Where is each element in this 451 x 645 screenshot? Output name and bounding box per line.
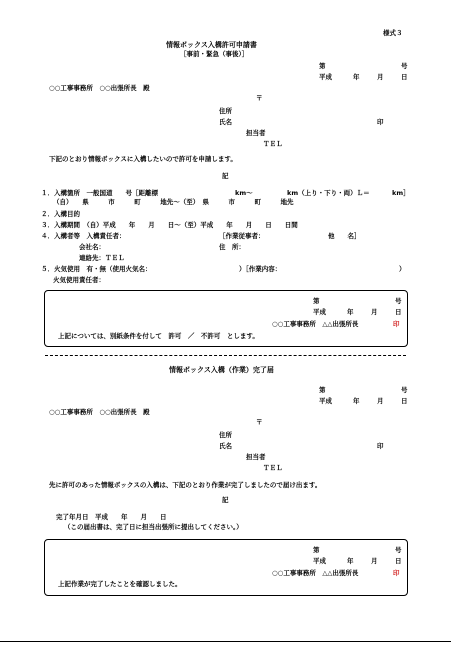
- completion-date-line: 完了年月日 平成 年 月 日: [56, 513, 167, 521]
- completion-title: 情報ボックス入構（作業）完了届: [169, 366, 274, 374]
- item-5-c: ）: [399, 265, 406, 273]
- completion-date-month: 月: [377, 397, 384, 405]
- completion-postal-mark: 〒: [256, 418, 263, 426]
- item-5-b: ）［作業内容：: [239, 265, 282, 273]
- item-4-company: 会社名：: [79, 243, 105, 251]
- seal-mark: 印: [377, 118, 384, 126]
- completion-name-label: 氏名: [219, 442, 232, 450]
- confirm-office: ○○工事事務所 △△出張所長: [272, 569, 359, 577]
- address-label: 住所: [219, 107, 232, 115]
- doc-number-suffix: 号: [401, 62, 408, 70]
- completion-tel-label: ＴＥＬ: [263, 464, 283, 472]
- approval-seal: 印: [393, 320, 400, 328]
- confirm-seal: 印: [393, 569, 400, 577]
- item-1-d: km］: [392, 189, 410, 197]
- completion-number-label: 第: [319, 386, 326, 394]
- date-era: 平成: [319, 73, 332, 81]
- item-5-a: ５．火気使用 有・無（使用火気名：: [41, 265, 152, 273]
- item-1-location: （自） 県 市 町 地先～（至） 県 市 町 地先: [53, 198, 294, 206]
- item-2: ２．入構目的: [41, 210, 80, 218]
- tel-label: ＴＥＬ: [263, 140, 283, 148]
- approval-date-year: 年: [347, 308, 354, 316]
- doc-number-label: 第: [319, 62, 326, 70]
- postal-mark: 〒: [256, 94, 263, 102]
- confirm-date-day: 日: [395, 557, 402, 565]
- completion-person-label: 担当者: [246, 453, 266, 461]
- completion-address-label: 住所: [219, 431, 232, 439]
- application-subtitle: ［事前・緊急（事後）］: [180, 50, 249, 58]
- completion-number-suffix: 号: [401, 386, 408, 394]
- name-label: 氏名: [219, 118, 232, 126]
- approval-number-suffix: 号: [395, 297, 402, 305]
- item-5-fire-manager: 火気使用責任者：: [53, 276, 105, 284]
- item-4-a: ４．入構者等 入構責任者：: [41, 232, 126, 240]
- person-label: 担当者: [246, 129, 266, 137]
- completion-addressee: ○○工事事務所 ○○出張所長 殿: [49, 408, 150, 416]
- completion-ki-heading: 記: [222, 496, 229, 504]
- page-bottom-rule: [0, 641, 451, 642]
- date-year: 年: [353, 73, 360, 81]
- approval-date-day: 日: [395, 308, 402, 316]
- completion-statement: 先に許可のあった情報ボックスの入構は、下記のとおり作業が完了しましたので届け出ます。: [49, 481, 322, 489]
- item-3: ３．入構期間 （自）平成 年 月 日～（至）平成 年 月 日 日間: [41, 221, 298, 229]
- approval-date-era: 平成: [313, 308, 326, 316]
- item-1-c: km（上り・下り・両）Ｌ＝: [287, 189, 370, 197]
- date-day: 日: [401, 73, 408, 81]
- approval-number-label: 第: [313, 297, 320, 305]
- completion-seal-mark: 印: [377, 442, 384, 450]
- confirm-number-suffix: 号: [395, 546, 402, 554]
- addressee: ○○工事事務所 ○○出張所長 殿: [49, 84, 150, 92]
- approval-office: ○○工事事務所 △△出張所長: [272, 320, 359, 328]
- cut-line: [45, 355, 406, 356]
- form-number: 様式３: [383, 29, 403, 37]
- confirm-date-era: 平成: [313, 557, 326, 565]
- approval-date-month: 月: [371, 308, 378, 316]
- date-month: 月: [377, 73, 384, 81]
- completion-date-year: 年: [353, 397, 360, 405]
- request-text: 下記のとおり情報ボックスに入構したいので許可を申請します。: [49, 155, 237, 163]
- item-1-a: １．入構箇所 一般国道 号［距離標: [41, 189, 158, 197]
- ki-heading: 記: [222, 172, 229, 180]
- approval-text: 上記については、別紙条件を付して 許可 ／ 不許可 とします。: [58, 332, 259, 340]
- completion-date-day: 日: [401, 397, 408, 405]
- item-4-b: ［作業従事者：: [219, 232, 265, 240]
- confirm-date-year: 年: [347, 557, 354, 565]
- item-1-b: km～: [235, 189, 253, 197]
- completion-note: （この届出書は、完了日に担当出張所に提出してください。）: [64, 523, 243, 531]
- item-4-c: 他 名］: [328, 232, 361, 240]
- application-title: 情報ボックス入構許可申請書: [166, 41, 257, 49]
- item-4-contact: 連絡先：ＴＥＬ: [79, 254, 125, 262]
- confirm-number-label: 第: [313, 546, 320, 554]
- confirm-text: 上記作業が完了したことを確認しました。: [58, 580, 182, 588]
- confirm-date-month: 月: [371, 557, 378, 565]
- completion-date-era: 平成: [319, 397, 332, 405]
- item-4-address: 住 所：: [219, 243, 245, 251]
